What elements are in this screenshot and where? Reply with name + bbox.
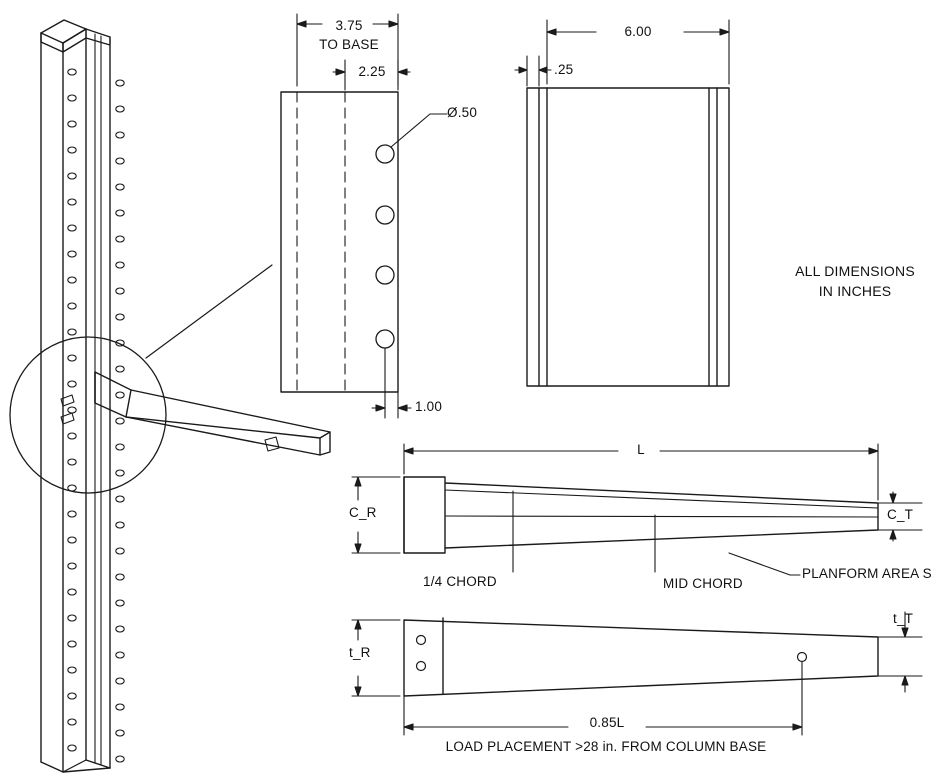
- note-line-2: IN INCHES: [818, 283, 892, 299]
- dim-label-1-00: 1.00: [415, 399, 443, 414]
- dim-label-L: L: [637, 442, 645, 457]
- planform-leader: [729, 553, 800, 575]
- column-isometric-geometry: [41, 20, 110, 772]
- label-mid-chord: MID CHORD: [663, 576, 743, 591]
- column-perforations-left: [68, 69, 76, 751]
- dim-label-t-R: t_R: [349, 645, 371, 660]
- section-view-outline: [527, 88, 729, 386]
- dim-label-6-00: 6.00: [624, 24, 652, 39]
- dim-label-2-25: 2.25: [358, 64, 386, 79]
- dim-label-0-85L: 0.85L: [589, 715, 625, 730]
- dim-label-to-base: TO BASE: [319, 37, 379, 52]
- note-line-1: ALL DIMENSIONS: [795, 263, 915, 279]
- side-view-holes: [417, 636, 807, 671]
- detail-leader: [146, 265, 272, 358]
- load-placement-note: LOAD PLACEMENT >28 in. FROM COLUMN BASE: [445, 739, 767, 754]
- label-planform-area: PLANFORM AREA S: [802, 566, 932, 581]
- dim-label-C-T: C_T: [887, 507, 914, 522]
- label-quarter-chord: 1/4 CHORD: [423, 574, 497, 589]
- detail-circle: [10, 337, 166, 493]
- front-plate-holes: [376, 145, 394, 348]
- dim-1-00: [372, 348, 411, 418]
- hole-diameter-label: Ø.50: [447, 105, 478, 120]
- dim-label-C-R: C_R: [349, 505, 377, 520]
- column-perforations-right: [116, 80, 124, 762]
- dim-label-t-T: t_T: [893, 611, 914, 626]
- dim-label-0-25: .25: [554, 62, 574, 77]
- dim-0-25: [515, 56, 551, 86]
- front-plate-hidden-lines: [297, 92, 345, 392]
- plan-view-outline: [404, 477, 878, 553]
- hole-diameter-leader: [391, 114, 447, 147]
- dim-label-3-75: 3.75: [335, 18, 363, 33]
